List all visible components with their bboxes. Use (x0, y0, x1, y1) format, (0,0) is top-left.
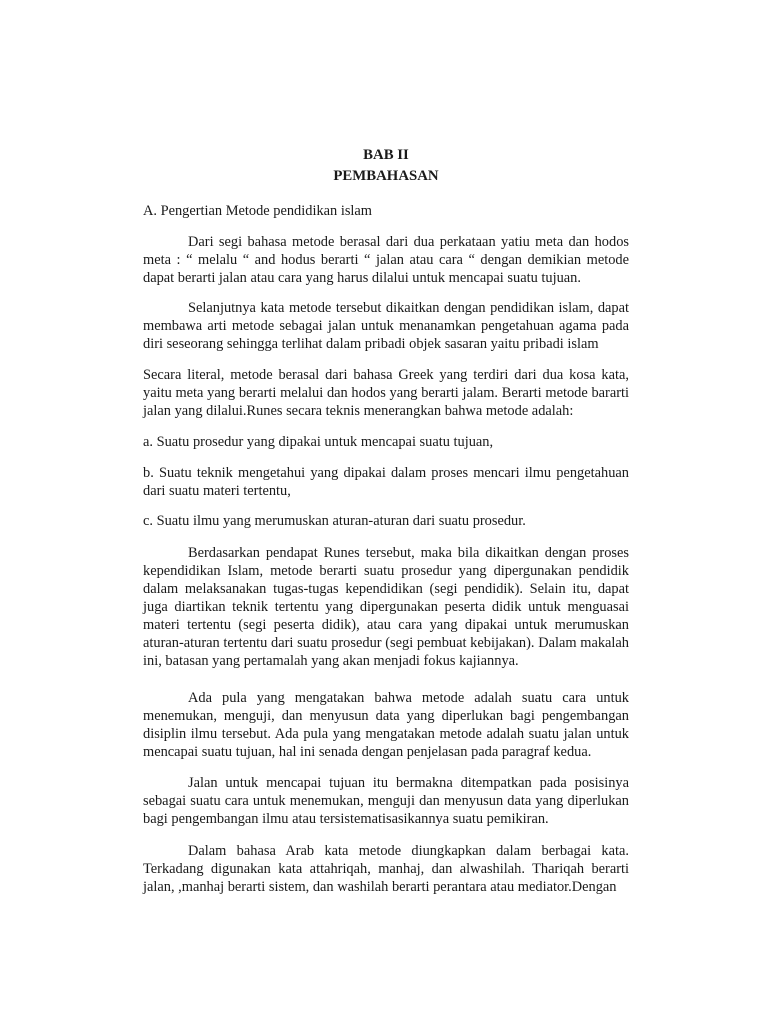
list-item-a: a. Suatu prosedur yang dipakai untuk mencapai suatu tujuan, (143, 434, 494, 450)
list-item-c: c. Suatu ilmu yang merumuskan aturan-aturan dari suatu prosedur. (143, 513, 526, 529)
paragraph-2: Selanjutnya kata metode tersebut dikaitkan dengan pendidikan islam, dapat membawa arti metode sebagai jalan untuk menanamkan pengetahuan agama pada diri seseorang sehingga terlihat dalam pribadi objek sasaran yaitu pribadi islam (143, 300, 629, 352)
list-item-b: b. Suatu teknik mengetahui yang dipakai dalam proses mencari ilmu pengetahuan dari suatu materi tertentu, (143, 465, 629, 499)
paragraph-1: Dari segi bahasa metode berasal dari dua perkataan yatiu meta dan hodos meta : “ melalu “ and hodus berarti “ jalan atau cara “ dengan demikian metode dapat berarti jalan atau cara yang harus dilalui untuk mencapai suatu tujuan. (143, 234, 629, 286)
paragraph-6: Jalan untuk mencapai tujuan itu bermakna ditempatkan pada posisinya sebagai suatu cara untuk menemukan, menguji dan menyusun data yang diperlukan bagi pengembangan ilmu atau tersistematisasikannya suatu pemikiran. (143, 775, 629, 827)
paragraph-7: Dalam bahasa Arab kata metode diungkapkan dalam berbagai kata. Terkadang digunakan kata attahriqah, manhaj, dan alwashilah. Thariqah berarti jalan, ,manhaj berarti sistem, dan washilah berarti perantara atau mediator.Dengan (143, 843, 629, 895)
chapter-number: BAB II (363, 147, 409, 163)
chapter-title: PEMBAHASAN (333, 168, 439, 184)
paragraph-4: Berdasarkan pendapat Runes tersebut, maka bila dikaitkan dengan proses kependidikan Islam, metode berarti suatu prosedur yang dipergunakan pendidik dalam melaksanakan tugas-tugas kependidikan (segi pendidik). Selain itu, dapat juga diartikan teknik tertentu yang dipergunakan peserta didik untuk menguasai materi tertentu (segi peserta didik), atau cara yang dipakai untuk merumuskan aturan-aturan tertentu dari suatu prosedur (segi pembuat kebijakan). Dalam makalah ini, batasan yang pertamalah yang akan menjadi fokus kajiannya. (143, 545, 629, 669)
paragraph-3: Secara literal, metode berasal dari bahasa Greek yang terdiri dari dua kosa kata, yaitu meta yang berarti melalui dan hodos yang berarti jalam. Berarti metode bararti jalan yang dilalui.Runes secara teknis menerangkan bahwa metode adalah: (143, 367, 629, 419)
document-page (143, 0, 629, 1024)
paragraph-5: Ada pula yang mengatakan bahwa metode adalah suatu cara untuk menemukan, menguji, dan menyusun data yang diperlukan bagi pengembangan disiplin ilmu tersebut. Ada pula yang mengatakan metode adalah suatu jalan untuk mencapai suatu tujuan, hal ini senada dengan penjelasan pada paragraf kedua. (143, 690, 629, 760)
section-heading-a: A. Pengertian Metode pendidikan islam (143, 203, 372, 219)
chapter-heading (143, 145, 629, 187)
